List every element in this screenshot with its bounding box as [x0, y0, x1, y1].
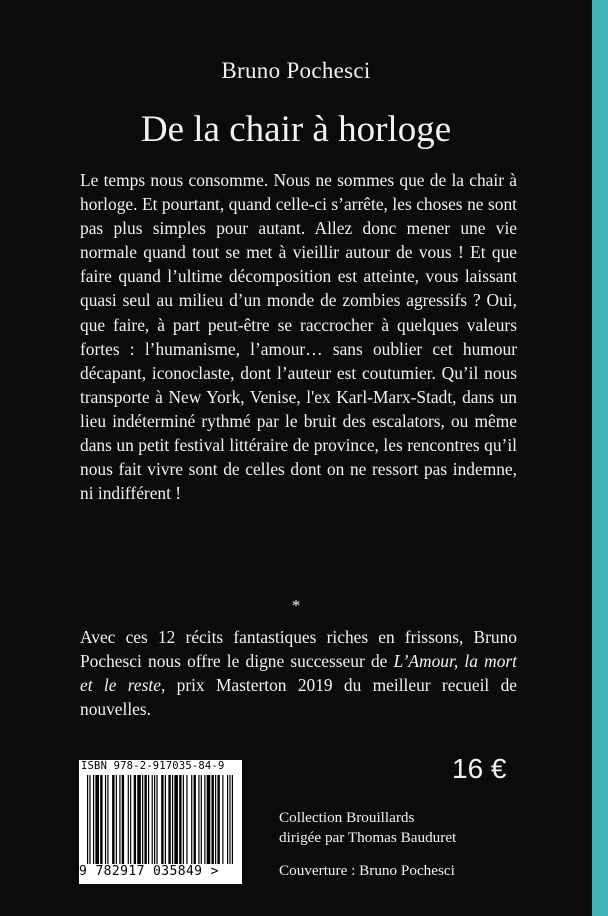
- barcode-bar: [152, 775, 153, 872]
- blurb2-before: Avec ces 12 récits fantastiques riches en frissons, Bruno Pochesci nous offre le digne successeur de: [80, 627, 517, 672]
- section-separator: *: [291, 596, 301, 615]
- barcode-bar: [232, 775, 233, 872]
- barcode-bar: [134, 775, 136, 872]
- blurb2-after: , prix Masterton 2019 du meilleur recueil de nouvelles.: [80, 675, 517, 720]
- barcode-bar: [172, 775, 173, 872]
- blurb2-book-reference: L’Amour, la mort et le reste: [80, 651, 517, 696]
- isbn-barcode: [79, 760, 242, 884]
- barcode-bar: [204, 775, 205, 872]
- barcode-bar: [119, 775, 120, 872]
- cover-credit: Couverture : Bruno Pochesci: [279, 862, 455, 879]
- collection-name: Collection Brouillards: [279, 809, 415, 826]
- barcode-bar: [168, 775, 170, 872]
- barcode-bar: [130, 775, 131, 872]
- barcode-bar: [144, 775, 146, 872]
- barcode-bar: [112, 775, 114, 872]
- barcode-bars: [87, 775, 233, 872]
- back-cover-blurb-2: [80, 625, 517, 721]
- barcode-bar: [128, 775, 129, 872]
- collection-director: dirigée par Thomas Bauduret: [279, 829, 457, 846]
- barcode-bar: [217, 775, 219, 872]
- barcode-bar: [87, 775, 88, 872]
- barcode-bar: [89, 775, 90, 872]
- price: 16 €: [452, 753, 507, 784]
- barcode-bar: [93, 775, 94, 872]
- book-title: De la chair à horloge: [140, 109, 452, 150]
- barcode-bar: [100, 775, 102, 872]
- ean-digits: 9 782917 035849 >: [79, 864, 242, 879]
- collection-info: [279, 808, 456, 848]
- barcode-bar: [229, 775, 230, 872]
- barcode-bar: [194, 775, 196, 872]
- barcode-bar: [142, 775, 143, 872]
- barcode-bar: [137, 775, 141, 872]
- barcode-bar: [116, 775, 117, 872]
- barcode-bar: [161, 775, 163, 872]
- barcode-bar: [174, 775, 178, 872]
- isbn-label: ISBN 978-2-917035-84-9: [81, 760, 225, 772]
- barcode-bar: [105, 775, 106, 872]
- barcode-bar: [107, 775, 108, 872]
- barcode-bar: [148, 775, 149, 872]
- back-cover-blurb: [80, 168, 517, 505]
- barcode-bar: [154, 775, 155, 872]
- barcode-bar: [95, 775, 99, 872]
- barcode-bar: [211, 775, 213, 872]
- barcode-bar: [198, 775, 199, 872]
- blurb-paragraph-2: [80, 625, 517, 721]
- barcode-bar: [156, 775, 157, 872]
- barcode-bar: [201, 775, 202, 872]
- blurb-paragraph: Le temps nous consomme. Nous ne sommes que de la chair à horloge. Et pourtant, quand celle-ci s’arrête, les choses ne sont pas plus simples pour autant. Allez donc mener une vie normale quand tout se met à vieillir autour de vous ! Et que faire quand l’ultime décomposition est atteinte, vous laissant quasi seul au milieu d’un monde de zombies agressifs ? Oui, que faire, à part peut-être se raccrocher à quelques valeurs fortes : l’humanisme, l’amour… sans oublier cet humour décapant, iconoclaste, dont l’auteur est coutumier. Qu’il nous transporte à New York, Venise, l'ex Karl-Marx-Stadt, dans un lieu indéterminé rythmé par le bruit des escalators, ou même dans un petit festival littéraire de province, les rencontres qu’il nous fait vivre sont de celles dont on ne ressort pas indemne, ni indifférent !: [80, 170, 517, 504]
- barcode-bar: [186, 775, 187, 872]
- barcode-bar: [222, 775, 223, 872]
- barcode-bar: [165, 775, 166, 872]
- barcode-bar: [179, 775, 181, 872]
- barcode-bar: [215, 775, 216, 872]
- barcode-bar: [227, 775, 228, 872]
- barcode-bar: [191, 775, 192, 872]
- author-name: Bruno Pochesci: [221, 58, 371, 83]
- spine-stripe: [592, 0, 608, 916]
- barcode-bar: [122, 775, 124, 872]
- barcode-bar: [183, 775, 184, 872]
- barcode-bar: [207, 775, 211, 872]
